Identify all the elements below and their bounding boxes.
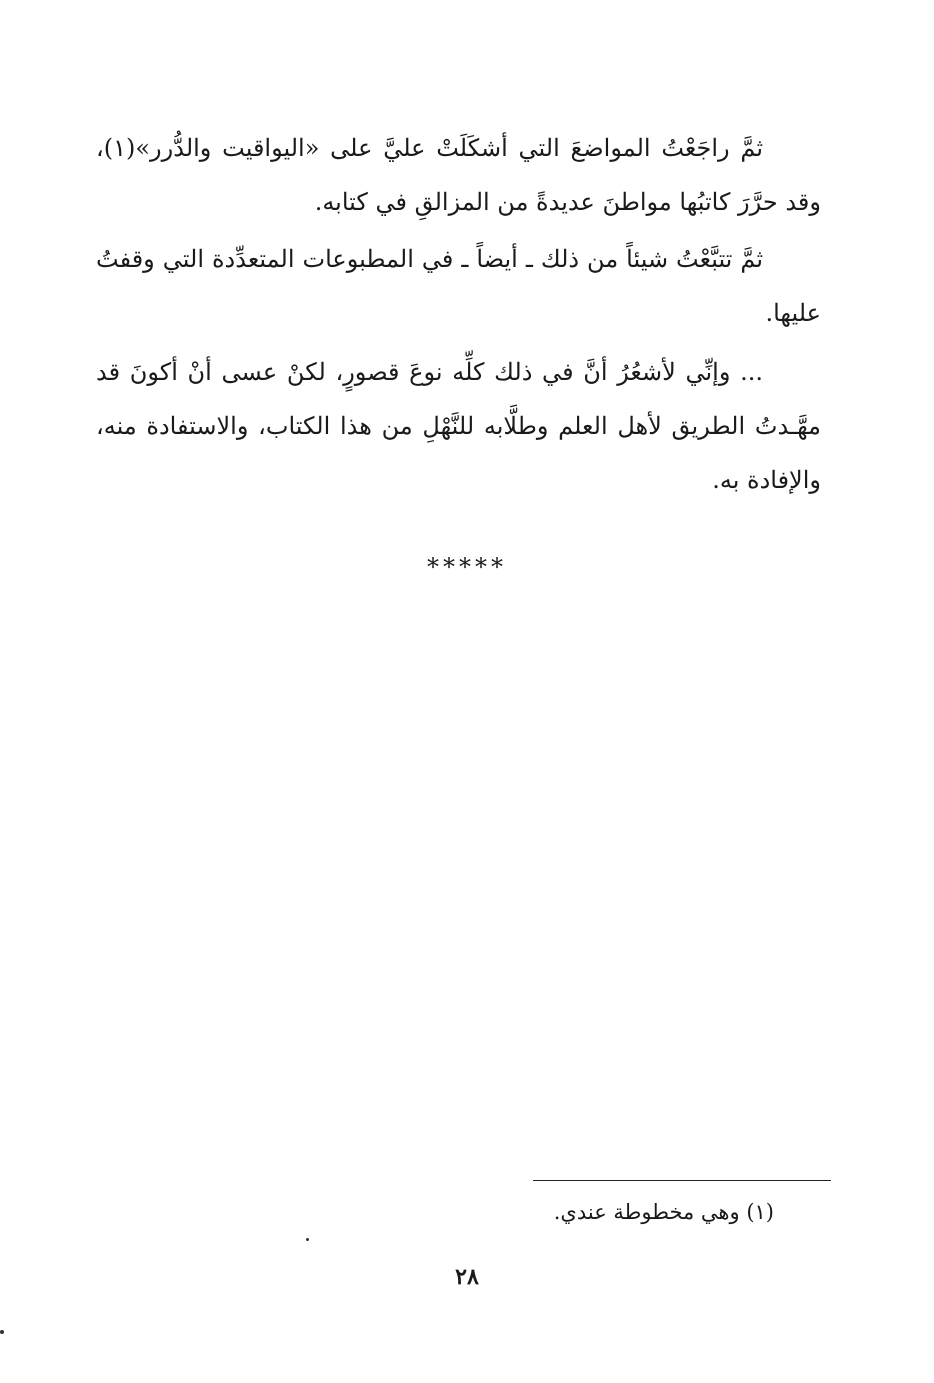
paragraph-1: [96, 121, 821, 229]
paragraph-2-text: ثمَّ تتبَّعْتُ شيئاً من ذلك ـ أيضاً ـ في المطبوعات المتعدِّدة التي وقفتُ عليها.: [96, 245, 821, 327]
paragraph-1-text: ثمَّ راجَعْتُ المواضعَ التي أشكَلَتْ عليَّ على «اليواقيت والدُّرر»(١)، وقد حرَّرَ كاتبُها مواطنَ عديدةً من المزالقِ في كتابه.: [96, 134, 821, 216]
scan-speck: [306, 1238, 309, 1241]
footnote-divider: [533, 1180, 831, 1181]
paragraph-3: [96, 345, 821, 507]
scan-speck: [0, 1330, 4, 1334]
page-number: ٢٨: [455, 1264, 479, 1290]
paragraph-3-text: ... وإنِّي لأشعُرُ أنَّ في ذلك كلِّه نوعَ قصورٍ، لكنْ عسى أنْ أكونَ قد مهَّـدتُ الطريق لأهل العلم وطلَّابه للنَّهْلِ من هذا الكتاب، والاستفادة منه، والإفادة به.: [96, 358, 821, 494]
paragraph-2: [96, 232, 821, 340]
footnote: (١) وهي مخطوطة عندي.: [553, 1200, 774, 1224]
section-separator: *****: [427, 553, 507, 581]
